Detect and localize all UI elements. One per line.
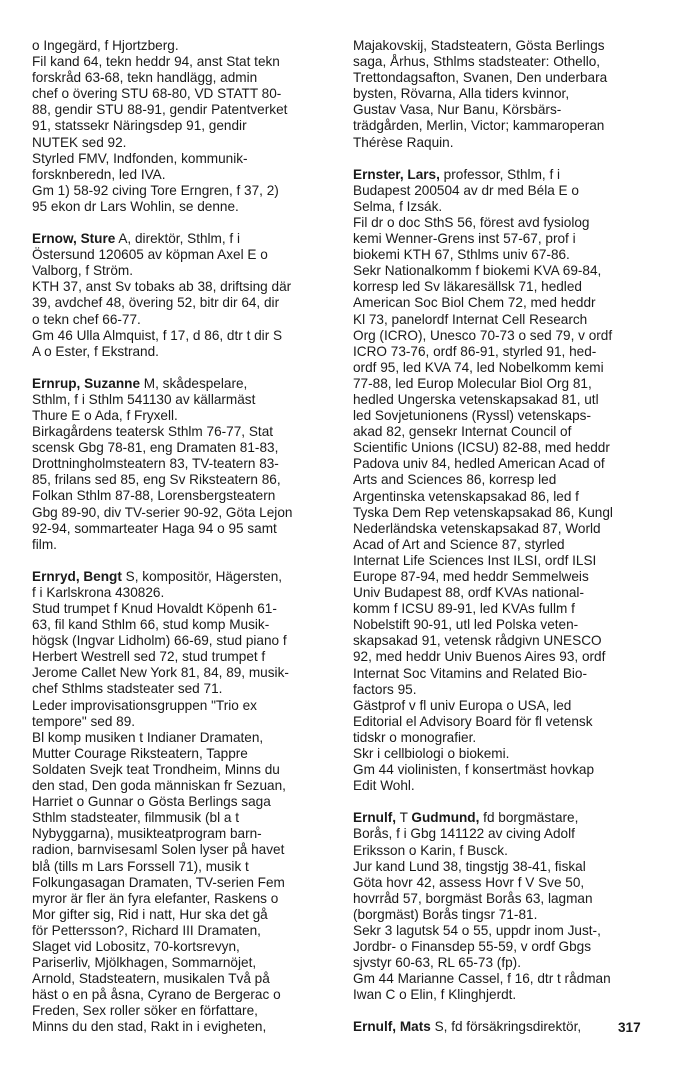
entry-line xyxy=(32,135,332,151)
entry-line xyxy=(353,489,653,505)
entry-line xyxy=(32,263,332,279)
entry-line-text: Styrled FMV, Indfonden, kommunik- xyxy=(32,150,248,166)
entry-line xyxy=(353,810,653,826)
entry-line xyxy=(32,70,332,86)
entry-line-text: Trettondagsafton, Svanen, Den underbara xyxy=(353,70,608,86)
entry-line-text: häst o en på åsna, Cyrano de Bergerac o xyxy=(32,987,281,1003)
entry-line xyxy=(32,279,332,295)
entry-line-text: saga, Århus, Sthlms stadsteater: Othello, xyxy=(353,54,601,70)
entry-line-text: tempore" sed 89. xyxy=(32,713,136,729)
entry-line xyxy=(353,183,653,199)
entry-line-text: blå (tills m Lars Forssell 71), musik t xyxy=(32,858,249,874)
entry-name: Ernryd, Bengt xyxy=(32,568,122,584)
entry-line xyxy=(32,344,332,360)
entry-line xyxy=(353,553,653,569)
entry-line xyxy=(353,247,653,263)
entry-line-text: film. xyxy=(32,536,57,552)
entry-line-text: forsknberedn, led IVA. xyxy=(32,166,166,182)
entry-line-text: Gm 1) 58-92 civing Tore Erngren, f 37, 2) xyxy=(32,182,279,198)
entry-line xyxy=(32,151,332,167)
entry-line-text: Europe 87-94, med heddr Semmelweis xyxy=(353,569,589,584)
entry-line-text: Sekr 3 lagutsk 54 o 55, uppdr inom Just-, xyxy=(353,922,601,938)
entry-line-text: A, direktör, Sthlm, f i xyxy=(115,231,240,247)
entry-line xyxy=(353,376,653,392)
entry-line-text: Org (ICRO), Unesco 70-73 o sed 79, v ordf xyxy=(353,327,613,343)
entry-line-text: Gästprof v fl univ Europa o USA, led xyxy=(353,697,572,713)
entry-line-text: Acad of Art and Science 87, styrled xyxy=(353,536,565,552)
entry-line-text: Freden, Sex roller söker en författare, xyxy=(32,1003,258,1019)
entry-line xyxy=(32,247,332,263)
entry-line-text: Budapest 200504 av dr med Béla E o xyxy=(353,182,579,198)
entry-line-text: Univ Budapest 88, ordf KVAs national- xyxy=(353,585,584,601)
entry-line-text: Jur kand Lund 38, tingstjg 38-41, fiskal xyxy=(353,858,586,874)
entry-line-text: T xyxy=(396,810,412,826)
entry-line xyxy=(353,617,653,633)
entry-line-text: forskråd 63-68, tekn handlägg, admin xyxy=(32,70,258,86)
entry-line xyxy=(353,456,653,472)
entry-name: Ernulf, Mats xyxy=(353,1019,431,1035)
entry-line xyxy=(32,505,332,521)
entry-line-text: 88, gendir STU 88-91, gendir Patentverket xyxy=(32,102,288,118)
entry-line xyxy=(32,199,332,215)
entry-line xyxy=(353,971,653,987)
entry-line xyxy=(32,907,332,923)
entry-line xyxy=(32,1003,332,1019)
entry-line-text: professor, Sthlm, f i xyxy=(439,166,561,182)
entry-line xyxy=(32,681,332,697)
entry-line-text: Bl komp musiken t Indianer Dramaten, xyxy=(32,729,264,745)
entry-line-text: tidskr o monografier. xyxy=(353,729,477,745)
entry-line-text: Sthlm, f i Sthlm 541130 av källarmäst xyxy=(32,391,256,407)
entry-line-text: Tyska Dem Rep vetenskapsakad 86, Kungl xyxy=(353,504,613,520)
entry-line-text: myror är fler än fyra elefanter, Raskens o xyxy=(32,890,279,906)
entry-line-text: 91, statssekr Näringsdep 91, gendir xyxy=(32,118,247,134)
entry-line xyxy=(353,601,653,617)
entry-line-text: Thure E o Ada, f Fryxell. xyxy=(32,407,178,423)
entry-line xyxy=(353,505,653,521)
entry-line xyxy=(353,424,653,440)
entry-line xyxy=(32,987,332,1003)
entry-line-text: Mutter Courage Riksteatern, Tappre xyxy=(32,745,248,761)
entry-line-text: Folkungasagan Dramaten, TV-serien Fem xyxy=(32,874,285,890)
entry-line xyxy=(353,86,653,102)
entry-line-text: Argentinska vetenskapsakad 86, led f xyxy=(353,488,579,504)
entry-line xyxy=(353,231,653,247)
entry-line xyxy=(32,665,332,681)
entry-line-text: Internat Soc Vitamins and Related Bio- xyxy=(353,665,587,681)
entry-line-text: Birkagårdens teatersk Sthlm 76-77, Stat xyxy=(32,424,274,440)
entry-line xyxy=(32,312,332,328)
entry-line-text: Internat Life Sciences Inst ILSI, ordf ILSI xyxy=(353,552,597,568)
entry-line xyxy=(32,601,332,617)
entry-line-text: korresp led Sv läkaresällsk 71, hedled xyxy=(353,279,582,295)
entry-line xyxy=(353,521,653,537)
entry-line xyxy=(353,698,653,714)
entry-line xyxy=(32,649,332,665)
entry-line xyxy=(32,714,332,730)
entry-line xyxy=(32,456,332,472)
entry-line xyxy=(32,1019,332,1035)
entry-line xyxy=(32,376,332,392)
entry-line xyxy=(353,682,653,698)
directory-entry xyxy=(32,376,332,553)
entry-line xyxy=(353,778,653,794)
entry-line xyxy=(353,392,653,408)
entry-line-text: Gbg 89-90, div TV-serier 90-92, Göta Lejon xyxy=(32,504,293,520)
entry-line-text: Pariserliv, Mjölkhagen, Sommarnöjet, xyxy=(32,955,257,971)
entry-line-text: Slaget vid Lobositz, 70-kortsrevyn, xyxy=(32,938,240,954)
entry-line xyxy=(353,859,653,875)
entry-line xyxy=(32,118,332,134)
entry-line-text: hedled Ungerska vetenskapsakad 81, utl xyxy=(353,391,599,407)
entry-line-text: S, fd försäkringsdirektör, xyxy=(430,1019,582,1035)
entry-line xyxy=(32,440,332,456)
entry-line xyxy=(353,649,653,665)
entry-line-text: chef o övering STU 68-80, VD STATT 80- xyxy=(32,86,282,102)
entry-line xyxy=(353,70,653,86)
entry-line xyxy=(32,923,332,939)
entry-line xyxy=(353,569,653,585)
entry-line-text: 92, med heddr Univ Buenos Aires 93, ordf xyxy=(353,649,606,665)
entry-line-text: Gustav Vasa, Nur Banu, Körsbärs- xyxy=(353,102,562,118)
entry-line xyxy=(353,585,653,601)
entry-line xyxy=(32,86,332,102)
entry-line xyxy=(32,778,332,794)
entry-line xyxy=(32,633,332,649)
entry-line-text: led Sovjetunionens (Ryssl) vetenskaps- xyxy=(353,408,592,424)
entry-line xyxy=(32,408,332,424)
entry-line xyxy=(353,1019,653,1035)
entry-line-text: M, skådespelare, xyxy=(140,375,248,391)
entry-line xyxy=(32,569,332,585)
entry-line-text: sjvstyr 60-63, RL 65-73 (fp). xyxy=(353,955,521,971)
entry-line xyxy=(32,472,332,488)
entry-name-part: Gudmund, xyxy=(411,810,480,826)
entry-line-text: S, kompositör, Hägersten, xyxy=(121,568,283,584)
entry-line-text: Gm 46 Ulla Almquist, f 17, d 86, dtr t dir S xyxy=(32,327,283,343)
entry-line-text: akad 82, gensekr Internat Council of xyxy=(353,424,572,440)
entry-line xyxy=(32,424,332,440)
left-column xyxy=(32,38,332,1052)
entry-line-text: bysten, Rövarna, Alla tiders kvinnor, xyxy=(353,86,570,102)
entry-line xyxy=(32,875,332,891)
entry-line-text: Arts and Sciences 86, korresp led xyxy=(353,472,557,488)
entry-line-text: den stad, Den goda människan fr Sezuan, xyxy=(32,778,286,794)
entry-line xyxy=(353,633,653,649)
entry-line xyxy=(353,295,653,311)
directory-entry xyxy=(353,1019,653,1035)
entry-line-text: Editorial el Advisory Board för fl vetensk xyxy=(353,713,593,729)
entry-line xyxy=(32,746,332,762)
entry-line-text: ICRO 73-76, ordf 86-91, styrled 91, hed- xyxy=(353,343,597,359)
entry-line xyxy=(353,54,653,70)
entry-line xyxy=(32,521,332,537)
entry-line xyxy=(32,183,332,199)
entry-line xyxy=(32,826,332,842)
entry-line-text: Thérèse Raquin. xyxy=(353,134,454,150)
entry-line-text: ordf 95, led KVA 74, led Nobelkomm kemi xyxy=(353,359,604,375)
right-column xyxy=(353,38,653,1052)
entry-line xyxy=(32,971,332,987)
directory-entry xyxy=(32,569,332,1036)
entry-line xyxy=(32,810,332,826)
directory-entry xyxy=(353,810,653,1003)
entry-name: Ernrup, Suzanne xyxy=(32,375,141,391)
entry-line-text: Nobelstift 90-91, utl led Polska veten- xyxy=(353,617,579,633)
entry-line-text: för Pettersson?, Richard III Dramaten, xyxy=(32,922,261,938)
entry-line xyxy=(32,392,332,408)
entry-line-text: o tekn chef 66-77. xyxy=(32,311,141,327)
entry-line-text: Valborg, f Ström. xyxy=(32,263,133,279)
entry-line-text: 95 ekon dr Lars Wohlin, se denne. xyxy=(32,198,239,214)
entry-line-text: A o Ester, f Ekstrand. xyxy=(32,343,159,359)
entry-line xyxy=(353,923,653,939)
entry-line-text: 85, frilans sed 85, eng Sv Riksteatern 86, xyxy=(32,472,281,488)
entry-line-text: Leder improvisationsgruppen "Trio ex xyxy=(32,697,257,713)
entry-line-text: Fil dr o doc SthS 56, förest avd fysiolog xyxy=(353,214,590,230)
entry-line-text: 92-94, sommarteater Haga 94 o 95 samt xyxy=(32,520,277,536)
entry-name: Ernster, Lars, xyxy=(353,166,440,182)
entry-line-text: Padova univ 84, hedled American Acad of xyxy=(353,456,605,472)
entry-line xyxy=(32,698,332,714)
entry-line-text: 77-88, led Europ Molecular Biol Org 81, xyxy=(353,375,592,391)
entry-line xyxy=(353,167,653,183)
entry-line-text: chef Sthlms stadsteater sed 71. xyxy=(32,681,223,697)
entry-line-text: NUTEK sed 92. xyxy=(32,134,127,150)
entry-line-text: Majakovskij, Stadsteatern, Gösta Berlings xyxy=(353,38,605,53)
entry-line xyxy=(353,891,653,907)
entry-line xyxy=(353,537,653,553)
entry-line-text: Jordbr- o Finansdep 55-59, v ordf Gbgs xyxy=(353,939,592,955)
entry-line xyxy=(353,987,653,1003)
entry-line-text: Scientific Unions (ICSU) 82-88, med heddr xyxy=(353,440,610,456)
entry-line xyxy=(32,102,332,118)
entry-line-text: Minns du den stad, Rakt in i evigheten, xyxy=(32,1019,267,1035)
entry-line-text: o Ingegärd, f Hjortzberg. xyxy=(32,38,179,53)
page-number: 317 xyxy=(618,1020,641,1035)
entry-line-text: Drottningholmsteatern 83, TV-teatern 83- xyxy=(32,456,279,472)
entry-line xyxy=(353,408,653,424)
entry-line-text: scensk Gbg 78-81, eng Dramaten 81-83, xyxy=(32,440,279,456)
entry-line xyxy=(32,617,332,633)
entry-line-text: Borås, f i Gbg 141122 av civing Adolf xyxy=(353,826,575,842)
entry-line-text: trädgården, Merlin, Victor; kammaroperan xyxy=(353,118,605,134)
directory-entry xyxy=(353,167,653,795)
entry-line xyxy=(353,102,653,118)
entry-line-text: Stud trumpet f Knud Hovaldt Köpenh 61- xyxy=(32,601,277,616)
entry-line-text: Fil kand 64, tekn heddr 94, anst Stat tekn xyxy=(32,54,280,70)
entry-line-text: fd borgmästare, xyxy=(479,810,579,826)
entry-line-text: Edit Wohl. xyxy=(353,778,415,794)
entry-line-text: Harriet o Gunnar o Gösta Berlings saga xyxy=(32,794,271,810)
entry-line-text: högsk (Ingvar Lidholm) 66-69, stud piano f xyxy=(32,633,287,649)
entry-line xyxy=(32,859,332,875)
entry-line-text: Sekr Nationalkomm f biokemi KVA 69-84, xyxy=(353,263,602,279)
entry-line xyxy=(32,537,332,553)
entry-line xyxy=(353,360,653,376)
entry-line xyxy=(353,312,653,328)
entry-name: Ernow, Sture xyxy=(32,231,116,247)
entry-line xyxy=(32,585,332,601)
entry-line xyxy=(32,842,332,858)
entry-line-text: Göta hovr 42, assess Hovr f V Sve 50, xyxy=(353,874,585,890)
entry-line-text: radion, barnvisesaml Solen lyser på havet xyxy=(32,842,285,858)
entry-line xyxy=(32,295,332,311)
entry-line xyxy=(32,730,332,746)
entry-line xyxy=(353,199,653,215)
entry-line xyxy=(353,344,653,360)
entry-line-text: Selma, f Izsák. xyxy=(353,198,443,214)
entry-line xyxy=(353,843,653,859)
directory-entry xyxy=(32,231,332,360)
entry-line-text: Eriksson o Karin, f Busck. xyxy=(353,842,508,858)
entry-line-text: factors 95. xyxy=(353,681,417,697)
entry-line-text: komm f ICSU 89-91, led KVAs fullm f xyxy=(353,601,575,617)
entry-line-text: Folkan Sthlm 87-88, Lorensbergsteatern xyxy=(32,488,276,504)
entry-line-text: Jerome Callet New York 81, 84, 89, musik- xyxy=(32,665,289,681)
entry-line xyxy=(353,939,653,955)
entry-line-text: biokemi KTH 67, Sthlms univ 67-86. xyxy=(353,247,570,263)
entry-line xyxy=(353,762,653,778)
entry-line xyxy=(353,666,653,682)
entry-line xyxy=(353,328,653,344)
entry-line xyxy=(353,746,653,762)
entry-line-text: American Soc Biol Chem 72, med heddr xyxy=(353,295,596,311)
entry-line xyxy=(32,231,332,247)
entry-line-text: skapsakad 91, vetensk rådgivn UNESCO xyxy=(353,633,602,649)
entry-line-text: hovrråd 57, borgmäst Borås 63, lagman xyxy=(353,890,593,906)
entry-line xyxy=(353,279,653,295)
entry-line xyxy=(32,328,332,344)
entry-line xyxy=(353,826,653,842)
entry-line xyxy=(353,263,653,279)
entry-line-text: Nybyggarna), musikteatprogram barn- xyxy=(32,826,262,842)
entry-line xyxy=(353,714,653,730)
entry-line xyxy=(353,440,653,456)
entry-line xyxy=(353,472,653,488)
entry-line-text: Gm 44 Marianne Cassel, f 16, dtr t rådman xyxy=(353,971,611,987)
entry-line-text: Iwan C o Elin, f Klinghjerdt. xyxy=(353,987,517,1003)
entry-line xyxy=(353,215,653,231)
entry-line-text: Gm 44 violinisten, f konsertmäst hovkap xyxy=(353,762,595,778)
entry-line xyxy=(32,488,332,504)
entry-line xyxy=(353,955,653,971)
entry-line-text: f i Karlskrona 430826. xyxy=(32,584,165,600)
entry-line xyxy=(353,38,653,54)
entry-line-text: Herbert Westrell sed 72, stud trumpet f xyxy=(32,649,266,665)
entry-line-text: Soldaten Svejk teat Trondheim, Minns du xyxy=(32,761,280,777)
entry-line-text: KTH 37, anst Sv tobaks ab 38, driftsing där xyxy=(32,279,292,295)
entry-line xyxy=(353,118,653,134)
entry-line xyxy=(32,891,332,907)
entry-line-text: 63, fil kand Sthlm 66, stud komp Musik- xyxy=(32,617,270,633)
entry-line-text: Kl 73, panelordf Internat Cell Research xyxy=(353,311,588,327)
entry-line-text: Skr i cellbiologi o biokemi. xyxy=(353,746,510,762)
entry-line xyxy=(32,955,332,971)
entry-line-text: Östersund 120605 av köpman Axel E o xyxy=(32,247,268,263)
entry-line-text: Mor gifter sig, Rid i natt, Hur ska det gå xyxy=(32,906,268,922)
entry-line xyxy=(353,135,653,151)
entry-line-text: kemi Wenner-Grens inst 57-67, prof i xyxy=(353,231,576,247)
entry-line xyxy=(32,38,332,54)
entry-line xyxy=(353,730,653,746)
entry-line xyxy=(32,167,332,183)
entry-line xyxy=(32,762,332,778)
entry-line-text: Nederländska vetenskapsakad 87, World xyxy=(353,520,601,536)
entry-line-text: Sthlm stadsteater, filmmusik (bl a t xyxy=(32,810,239,826)
entry-line xyxy=(32,939,332,955)
entry-line-text: 39, avdchef 48, övering 52, bitr dir 64, dir xyxy=(32,295,280,311)
directory-entry xyxy=(32,38,332,215)
directory-entry xyxy=(353,38,653,151)
entry-line-text: Arnold, Stadsteatern, musikalen Två på xyxy=(32,971,270,987)
entry-line xyxy=(32,794,332,810)
entry-line xyxy=(32,54,332,70)
entry-line xyxy=(353,875,653,891)
entry-line-text: (borgmäst) Borås tingsr 71-81. xyxy=(353,906,538,922)
entry-line xyxy=(353,907,653,923)
entry-name: Ernulf, xyxy=(353,810,397,826)
